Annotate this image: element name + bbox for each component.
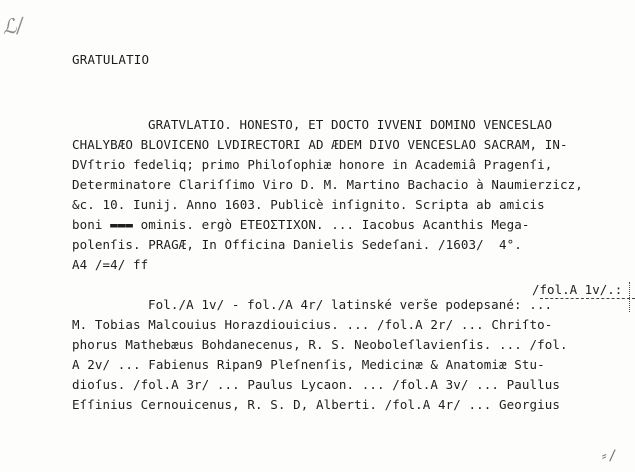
contents-line: Eſſinius Cernouicenus, R. S. D, Alberti. /fol.A 4r/ ... Georgius (72, 397, 561, 412)
contents-line: phorus Mathebæus Bohdanecenus, R. S. Neoboleſlavienſis. ... /fol. (72, 337, 568, 352)
margin-tick (629, 282, 630, 312)
margin-rule (540, 298, 635, 299)
contents-line: Fol./A 1v/ - fol./A 4r/ latinské verše podepsané: ... (148, 297, 553, 312)
entry-line: boni ▬▬▬ ominis. ergò ΕΤΕΟΣΤΙΧΟΝ. ... Iacobus Acanthis Mega- (72, 217, 530, 232)
card-heading: GRATULATIO (72, 52, 150, 67)
margin-folio-reference: /fol.A 1v/.: (532, 282, 623, 297)
entry-line: &c. 10. Iunij. Anno 1603. Publicè inſignito. Scripta ab amicis (72, 197, 545, 212)
collation-line: A4 /=4/ ff (72, 257, 149, 272)
corner-mark: ⸗/ (600, 448, 617, 464)
entry-line: DVſtrio fedeliq; primo Philoſophiæ honore in Academiâ Pragenſi, (72, 157, 553, 172)
entry-line: Determinatore Clariſſimo Viro D. M. Martino Bachacio à Naumierzicz, (72, 177, 583, 192)
contents-line: dioſus. /fol.A 3r/ ... Paulus Lycaon. ... /fol.A 3v/ ... Paullus (72, 377, 561, 392)
entry-line: polenſis. PRAGÆ, In Officina Danielis Sedeſani. /1603/ 4°. (72, 237, 522, 252)
entry-line: CHALYBÆO BLOVICENO LVDIRECTORI AD ÆDEM DIVO VENCESLAO SACRAM, IN- (72, 137, 568, 152)
entry-line: GRATVLATIO. HONESTO, ET DOCTO IVVENI DOMINO VENCESLAO (148, 117, 553, 132)
contents-line: A 2v/ ... Fabienus Ripan9 Pleſnenſis, Medicinæ & Anatomiæ Stu- (72, 357, 545, 372)
contents-line: M. Tobias Malcouius Horazdiouicius. ... /fol.A 2r/ ... Chriſto- (72, 317, 553, 332)
pencil-annotation: ℒ/ (0, 12, 25, 40)
